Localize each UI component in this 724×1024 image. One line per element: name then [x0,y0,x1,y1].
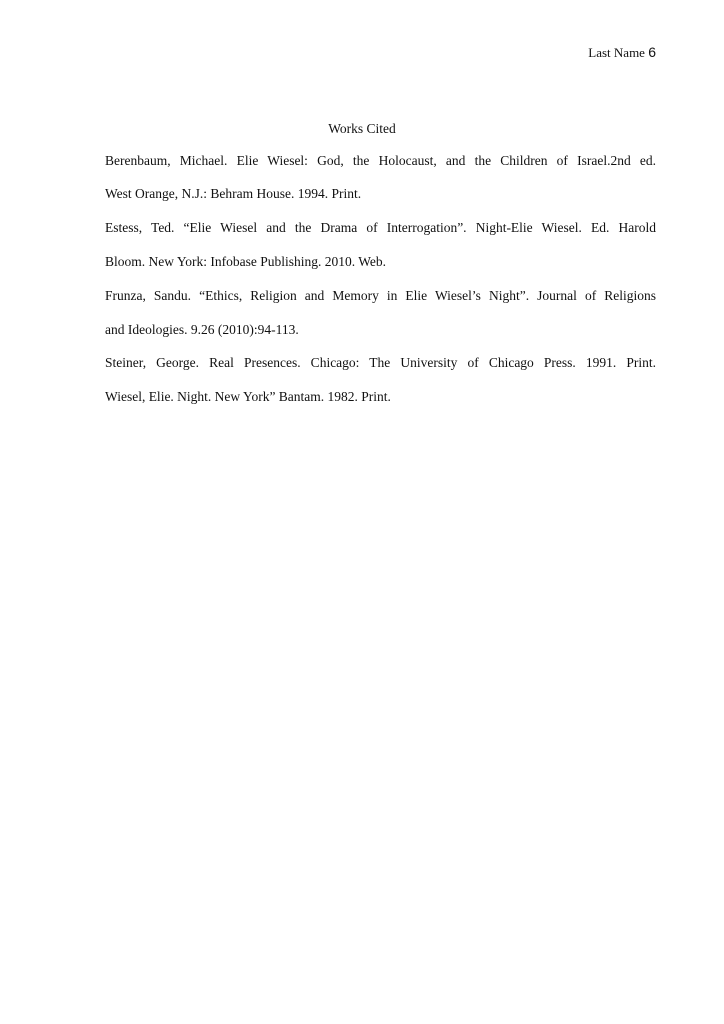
citation-line: Steiner, George. Real Presences. Chicago: The University of Chicago Press. 1991. Print. [105,355,656,370]
citation-line: Wiesel, Elie. Night. New York” Bantam. 1982. Print. [105,389,391,404]
citation-line: Berenbaum, Michael. Elie Wiesel: God, the Holocaust, and the Children of Israel.2nd ed. [105,153,656,168]
citation-line: Frunza, Sandu. “Ethics, Religion and Memory in Elie Wiesel’s Night”. Journal of Religions [105,288,656,303]
works-cited-title: Works Cited [328,121,396,136]
citation-line: Estess, Ted. “Elie Wiesel and the Drama of Interrogation”. Night-Elie Wiesel. Ed. Harold [105,220,656,235]
running-head-text: Last Name [588,45,645,60]
running-header [588,44,656,61]
citation-line: and Ideologies. 9.26 (2010):94-113. [105,322,299,337]
citation-line: Bloom. New York: Infobase Publishing. 2010. Web. [105,254,387,269]
citation-line: West Orange, N.J.: Behram House. 1994. Print. [105,186,362,201]
page-number: 6 [648,44,656,60]
